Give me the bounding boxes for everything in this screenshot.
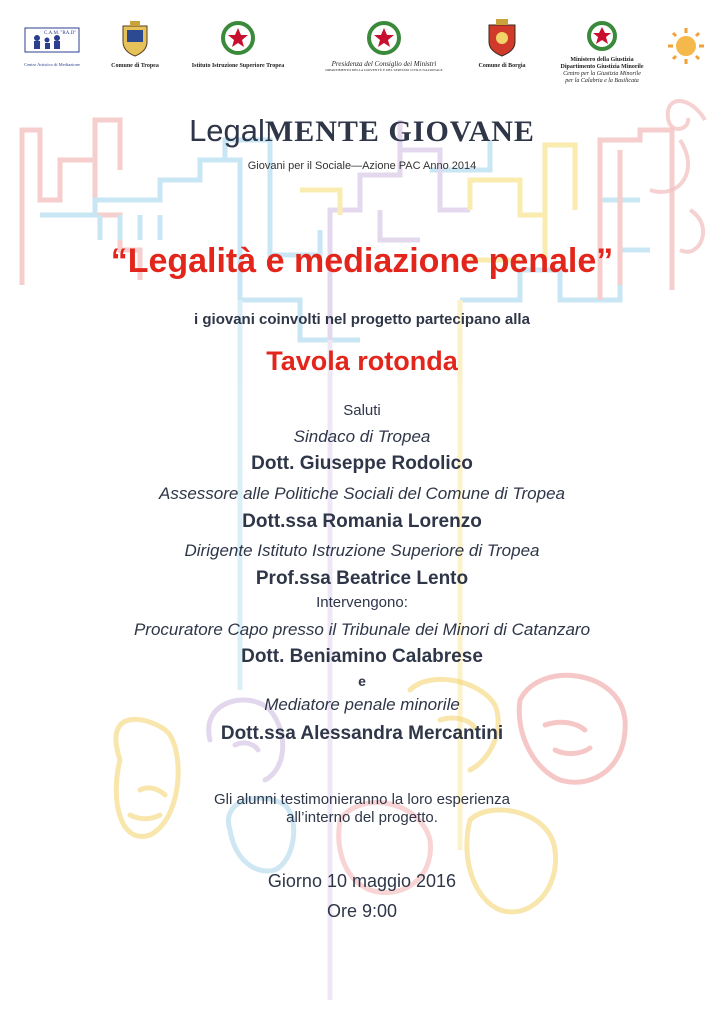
name-calabrese: Dott. Beniamino Calabrese xyxy=(241,646,483,667)
emblem-icon-3 xyxy=(585,20,619,52)
project-title-part2: MENTE GIOVANE xyxy=(264,115,535,148)
presidenza-logo xyxy=(316,20,452,73)
conjunction: e xyxy=(358,673,366,689)
role-dirigente: Dirigente Istituto Istruzione Superiore di Tropea xyxy=(184,541,540,560)
closing-line-2: all’interno del progetto. xyxy=(286,809,438,826)
ministero-caption-2: Dipartimento Giustizia Minorile xyxy=(560,64,644,70)
crest-icon-2 xyxy=(484,18,520,58)
role-mediatore: Mediatore penale minorile xyxy=(264,695,460,714)
sun-icon xyxy=(664,26,708,66)
presidenza-caption-2: DIPARTIMENTO DELLA GIOVENTÙ E DEL SERVIZIO CIVILE NAZIONALE xyxy=(325,68,443,72)
ministero-caption-4: per la Calabria e la Basilicata xyxy=(565,78,639,84)
cam-logo-text: C.A.M. "RA.D" xyxy=(44,31,77,36)
role-procuratore: Procuratore Capo presso il Tribunale dei Minori di Catanzaro xyxy=(133,620,591,639)
skyline-blue-2 xyxy=(100,215,160,240)
name-rodolico: Dott. Giuseppe Rodolico xyxy=(251,453,473,474)
ministero-logo xyxy=(552,20,652,85)
ministero-caption: Ministero della Giustizia xyxy=(570,57,634,63)
cam-logo xyxy=(22,26,82,68)
intervengono-label: Intervengono: xyxy=(316,594,408,611)
role-assessore: Assessore alle Politiche Sociali del Comune di Tropea xyxy=(159,484,565,503)
project-title xyxy=(0,113,724,149)
event-headline: “Legalità e mediazione penale” xyxy=(110,242,614,280)
borgia-crest-logo xyxy=(472,18,532,70)
iis-caption: Istituto Istruzione Superiore Tropea xyxy=(191,63,285,69)
tropea-caption: Comune di Tropea xyxy=(111,63,159,69)
sun-logo xyxy=(664,26,708,71)
role-sindaco: Sindaco di Tropea xyxy=(293,427,431,446)
name-mercantini: Dott.ssa Alessandra Mercantini xyxy=(220,723,504,744)
cam-logo-caption: Centro Artistico di Mediazione xyxy=(24,62,80,67)
project-title-part1: Legal xyxy=(189,113,265,148)
borgia-caption: Comune di Borgia xyxy=(478,63,526,69)
name-lorenzo: Dott.ssa Romania Lorenzo xyxy=(242,511,482,532)
crest-icon xyxy=(118,20,152,58)
event-date: Giorno 10 maggio 2016 xyxy=(267,871,457,891)
iis-tropea-logo xyxy=(188,20,288,70)
tropea-crest-logo xyxy=(105,20,165,70)
event-time: Ore 9:00 xyxy=(326,901,398,921)
sponsor-logos xyxy=(0,18,724,93)
emblem-icon xyxy=(220,20,256,58)
closing-line-1: Gli alunni testimonieranno la loro esperienza xyxy=(213,791,510,808)
ministero-caption-3: Centro per la Giustizia Minorile xyxy=(563,71,641,77)
intro-text: i giovani coinvolti nel progetto partecipano alla xyxy=(194,311,530,328)
project-subtitle: Giovani per il Sociale—Azione PAC Anno 2014 xyxy=(247,160,477,172)
event-type: Tavola rotonda xyxy=(266,346,458,376)
emblem-icon-2 xyxy=(366,20,402,56)
name-lento: Prof.ssa Beatrice Lento xyxy=(255,568,469,589)
presidenza-caption: Presidenza del Consiglio dei Ministri xyxy=(331,60,437,68)
saluti-label: Saluti xyxy=(343,402,381,419)
